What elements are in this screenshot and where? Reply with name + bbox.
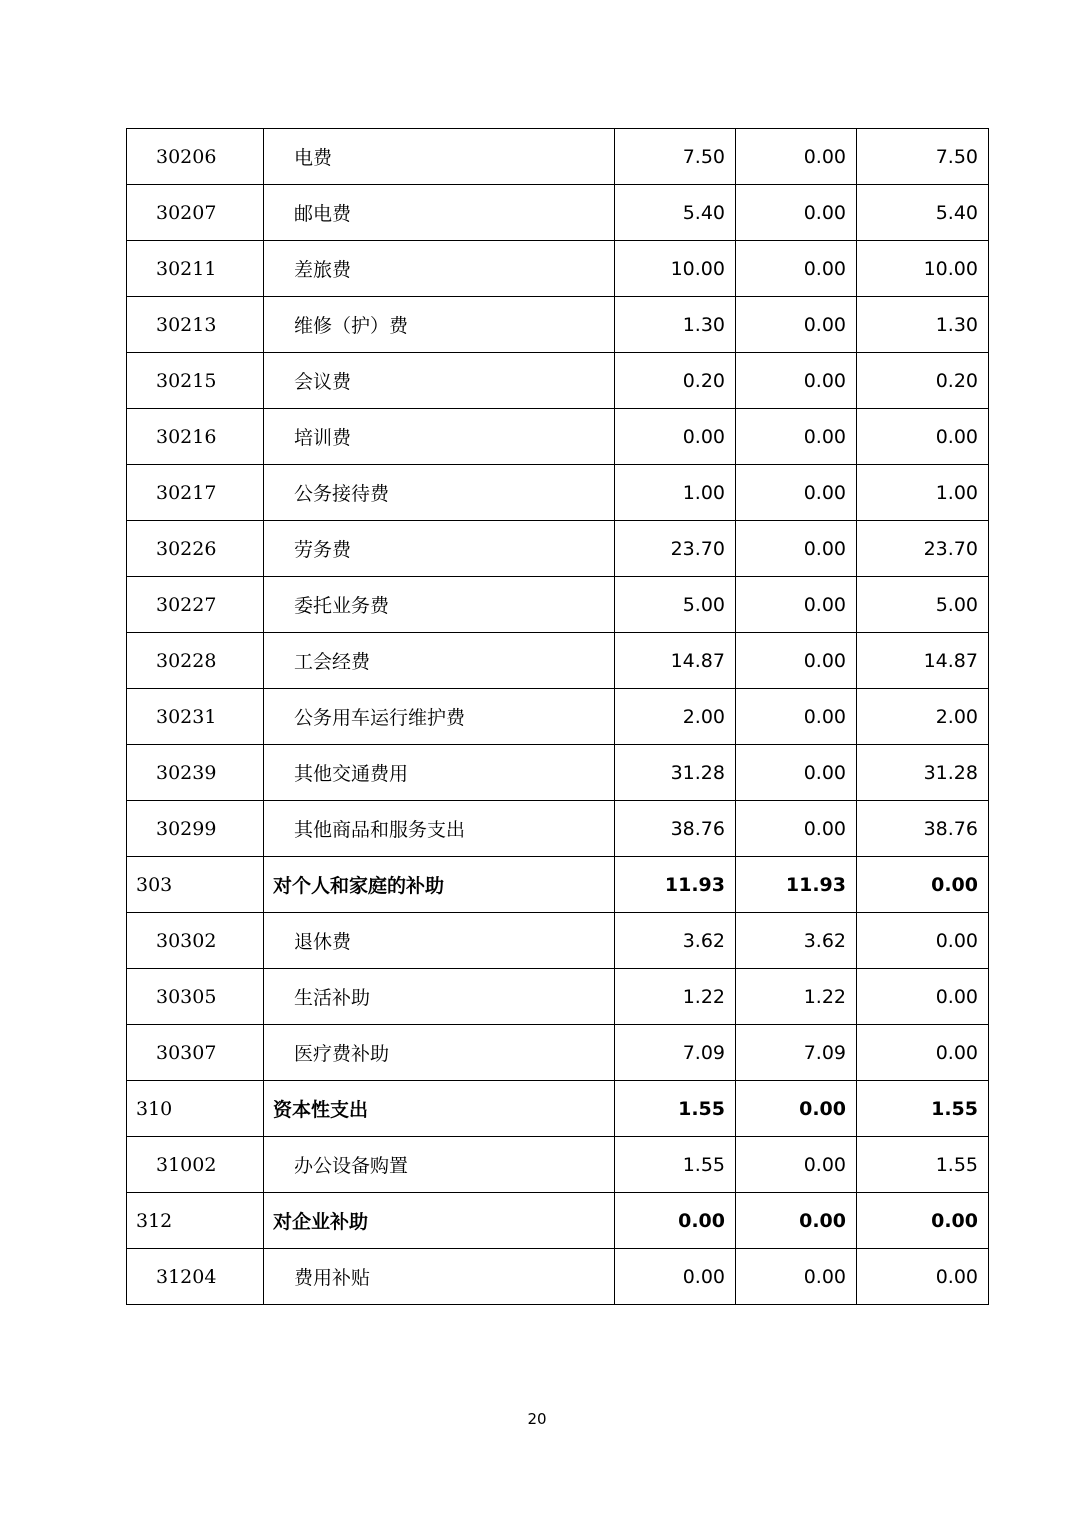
basic-expenditure-cell: 0.00 (736, 801, 857, 857)
account-code-cell: 30211 (127, 241, 264, 297)
total-amount-cell: 23.70 (615, 521, 736, 577)
basic-expenditure-cell: 0.00 (736, 185, 857, 241)
table-row (127, 409, 989, 465)
project-expenditure-cell: 0.00 (857, 857, 989, 913)
account-code-cell: 30207 (127, 185, 264, 241)
total-amount-cell: 0.20 (615, 353, 736, 409)
basic-expenditure-cell: 0.00 (736, 1137, 857, 1193)
account-code-cell: 30299 (127, 801, 264, 857)
total-amount-cell: 1.55 (615, 1081, 736, 1137)
account-code-cell: 31002 (127, 1137, 264, 1193)
account-name-cell: 会议费 (264, 353, 615, 409)
account-name-cell: 费用补贴 (264, 1249, 615, 1305)
basic-expenditure-cell: 0.00 (736, 1081, 857, 1137)
project-expenditure-cell: 1.00 (857, 465, 989, 521)
project-expenditure-cell: 0.00 (857, 1249, 989, 1305)
account-name-cell: 维修（护）费 (264, 297, 615, 353)
total-amount-cell: 0.00 (615, 409, 736, 465)
account-code-cell: 30305 (127, 969, 264, 1025)
table-subtotal-row (127, 1193, 989, 1249)
total-amount-cell: 31.28 (615, 745, 736, 801)
account-name-cell: 对个人和家庭的补助 (264, 857, 615, 913)
total-amount-cell: 1.55 (615, 1137, 736, 1193)
basic-expenditure-cell: 0.00 (736, 1249, 857, 1305)
total-amount-cell: 14.87 (615, 633, 736, 689)
account-code-cell: 30239 (127, 745, 264, 801)
account-name-cell: 资本性支出 (264, 1081, 615, 1137)
table-row (127, 1137, 989, 1193)
total-amount-cell: 5.00 (615, 577, 736, 633)
account-name-cell: 对企业补助 (264, 1193, 615, 1249)
basic-expenditure-cell: 0.00 (736, 353, 857, 409)
project-expenditure-cell: 31.28 (857, 745, 989, 801)
account-name-cell: 办公设备购置 (264, 1137, 615, 1193)
total-amount-cell: 7.09 (615, 1025, 736, 1081)
total-amount-cell: 11.93 (615, 857, 736, 913)
account-code-cell: 312 (127, 1193, 264, 1249)
total-amount-cell: 10.00 (615, 241, 736, 297)
project-expenditure-cell: 0.00 (857, 1193, 989, 1249)
basic-expenditure-cell: 7.09 (736, 1025, 857, 1081)
table-row (127, 465, 989, 521)
account-code-cell: 30231 (127, 689, 264, 745)
basic-expenditure-cell: 1.22 (736, 969, 857, 1025)
total-amount-cell: 38.76 (615, 801, 736, 857)
total-amount-cell: 2.00 (615, 689, 736, 745)
basic-expenditure-cell: 0.00 (736, 129, 857, 185)
account-name-cell: 医疗费补助 (264, 1025, 615, 1081)
basic-expenditure-cell: 0.00 (736, 465, 857, 521)
basic-expenditure-cell: 0.00 (736, 1193, 857, 1249)
account-name-cell: 差旅费 (264, 241, 615, 297)
account-code-cell: 30217 (127, 465, 264, 521)
basic-expenditure-cell: 11.93 (736, 857, 857, 913)
account-name-cell: 劳务费 (264, 521, 615, 577)
table-row (127, 969, 989, 1025)
total-amount-cell: 1.30 (615, 297, 736, 353)
page-number: 20 (527, 1410, 547, 1428)
basic-expenditure-cell: 0.00 (736, 241, 857, 297)
account-code-cell: 30206 (127, 129, 264, 185)
project-expenditure-cell: 5.40 (857, 185, 989, 241)
project-expenditure-cell: 0.00 (857, 969, 989, 1025)
total-amount-cell: 7.50 (615, 129, 736, 185)
table-row (127, 913, 989, 969)
account-name-cell: 邮电费 (264, 185, 615, 241)
table-subtotal-row (127, 1081, 989, 1137)
basic-expenditure-cell: 0.00 (736, 633, 857, 689)
project-expenditure-cell: 14.87 (857, 633, 989, 689)
project-expenditure-cell: 10.00 (857, 241, 989, 297)
table-row (127, 521, 989, 577)
account-name-cell: 生活补助 (264, 969, 615, 1025)
table-row (127, 129, 989, 185)
expenditure-table (126, 128, 989, 1305)
basic-expenditure-cell: 0.00 (736, 689, 857, 745)
account-code-cell: 303 (127, 857, 264, 913)
total-amount-cell: 1.22 (615, 969, 736, 1025)
table-row (127, 801, 989, 857)
account-code-cell: 310 (127, 1081, 264, 1137)
basic-expenditure-cell: 0.00 (736, 409, 857, 465)
account-code-cell: 30227 (127, 577, 264, 633)
basic-expenditure-cell: 0.00 (736, 297, 857, 353)
total-amount-cell: 0.00 (615, 1193, 736, 1249)
basic-expenditure-cell: 0.00 (736, 521, 857, 577)
account-code-cell: 30215 (127, 353, 264, 409)
table-row (127, 241, 989, 297)
project-expenditure-cell: 7.50 (857, 129, 989, 185)
account-name-cell: 其他商品和服务支出 (264, 801, 615, 857)
basic-expenditure-cell: 3.62 (736, 913, 857, 969)
account-code-cell: 31204 (127, 1249, 264, 1305)
table-row (127, 1249, 989, 1305)
account-name-cell: 公务用车运行维护费 (264, 689, 615, 745)
account-name-cell: 其他交通费用 (264, 745, 615, 801)
project-expenditure-cell: 5.00 (857, 577, 989, 633)
account-name-cell: 公务接待费 (264, 465, 615, 521)
table-row (127, 577, 989, 633)
account-code-cell: 30302 (127, 913, 264, 969)
table-row (127, 689, 989, 745)
basic-expenditure-cell: 0.00 (736, 577, 857, 633)
project-expenditure-cell: 38.76 (857, 801, 989, 857)
project-expenditure-cell: 1.30 (857, 297, 989, 353)
table-row (127, 745, 989, 801)
table-subtotal-row (127, 857, 989, 913)
account-code-cell: 30228 (127, 633, 264, 689)
table-body (127, 129, 989, 1305)
account-name-cell: 培训费 (264, 409, 615, 465)
account-code-cell: 30213 (127, 297, 264, 353)
account-name-cell: 委托业务费 (264, 577, 615, 633)
table-row (127, 185, 989, 241)
project-expenditure-cell: 0.00 (857, 409, 989, 465)
project-expenditure-cell: 0.20 (857, 353, 989, 409)
basic-expenditure-cell: 0.00 (736, 745, 857, 801)
project-expenditure-cell: 23.70 (857, 521, 989, 577)
table-row (127, 297, 989, 353)
account-code-cell: 30226 (127, 521, 264, 577)
project-expenditure-cell: 2.00 (857, 689, 989, 745)
project-expenditure-cell: 1.55 (857, 1081, 989, 1137)
total-amount-cell: 5.40 (615, 185, 736, 241)
total-amount-cell: 3.62 (615, 913, 736, 969)
table-row (127, 633, 989, 689)
account-code-cell: 30216 (127, 409, 264, 465)
account-name-cell: 工会经费 (264, 633, 615, 689)
total-amount-cell: 1.00 (615, 465, 736, 521)
account-name-cell: 电费 (264, 129, 615, 185)
table-row (127, 1025, 989, 1081)
table-row (127, 353, 989, 409)
total-amount-cell: 0.00 (615, 1249, 736, 1305)
account-code-cell: 30307 (127, 1025, 264, 1081)
project-expenditure-cell: 1.55 (857, 1137, 989, 1193)
project-expenditure-cell: 0.00 (857, 1025, 989, 1081)
project-expenditure-cell: 0.00 (857, 913, 989, 969)
account-name-cell: 退休费 (264, 913, 615, 969)
